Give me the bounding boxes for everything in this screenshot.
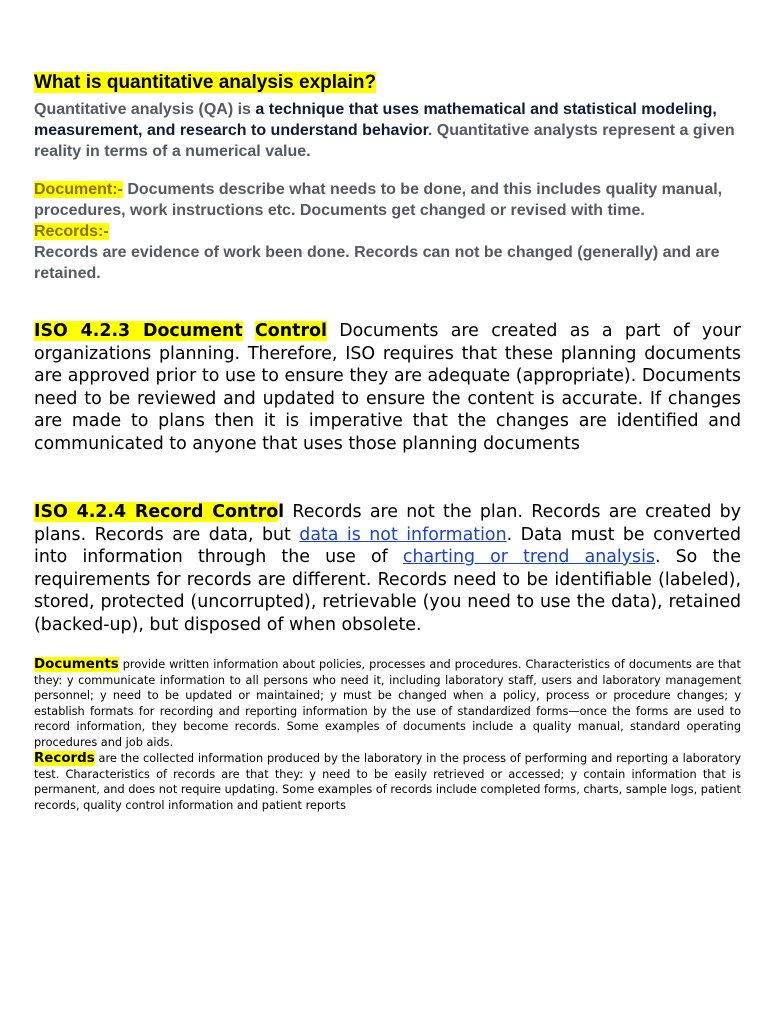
document-label: Document:- <box>34 181 123 198</box>
iso-document-control-text: Documents are created as a part of your organizations planning. Therefore, ISO requires that these planning documents are approved prior to use to ensure they are adequate (appropriate). Documents need to be reviewed and updated to ensure the content is accurate. If changes are made to plans then it is imperative that the changes are identified and communicated to anyone that uses those planning documents <box>34 321 742 454</box>
qa-intro <box>34 99 742 162</box>
iso-document-control-heading-1: ISO 4.2.3 Document <box>34 321 243 341</box>
iso-record-control-text-2: . Data must be converted into information through the use of <box>34 524 741 567</box>
qa-intro-bold: a technique that uses mathematical and statistical modeling, measurement, and research to understand behavior <box>34 101 717 139</box>
qa-intro-lead: Quantitative analysis (QA) is <box>34 101 256 118</box>
qa-title <box>34 71 742 95</box>
qa-intro-tail: . Quantitative analysts represent a given reality in terms of a numerical value. <box>34 122 735 160</box>
iso-record-control-text-1: Records are not the plan. Records are created by plans. Records are data, but <box>34 502 741 545</box>
iso-record-control-text-3: . So the requirements for records are different. Records need to be identifiable (labeled), stored, protected (uncorrupted), retrievable (you need to use the data), retained (backed-up), but disposed of when obsolete. <box>34 547 742 635</box>
records-label-line <box>34 221 742 242</box>
iso-document-control-heading-2: Control <box>255 321 327 341</box>
document-definition <box>34 179 742 221</box>
documents-detail-text: provide written information about policies, processes and procedures. Characteristics of documents are that they: у communicate information to all persons who need it, including laboratory staff, users and laboratory management personnel; у need to be updated or maintained; у must be changed when a policy, process or procedure changes; у establish formats for recording and reporting information by the use of standardized forms—once the forms are used to record information, they become records. Some examples of documents include a quality manual, standard operating procedures and job aids. <box>34 658 741 749</box>
iso-document-control-paragraph <box>34 320 741 455</box>
documents-detail-paragraph <box>34 657 741 751</box>
qa-section <box>34 71 742 162</box>
charting-or-trend-analysis-link[interactable]: charting or trend analysis <box>402 547 655 567</box>
iso-record-control-paragraph <box>34 501 741 636</box>
documents-detail-heading: Documents <box>34 657 119 672</box>
data-is-not-information-link[interactable]: data is not information <box>299 524 507 545</box>
iso-record-control-heading: ISO 4.2.4 Record Contro <box>34 502 279 522</box>
records-detail-text: are the collected information produced by the laboratory in the process of performing and reporting a laboratory test. Characteristics of records are that they: у need to be easily retrieved or accessed; у contain information that is permanent, and does not require updating. Some examples of records include completed forms, charts, sample logs, patient records, quality control information and patient reports <box>34 752 741 812</box>
records-detail-paragraph <box>34 751 741 813</box>
document-definition-text: Documents describe what needs to be done, and this includes quality manual, procedures, work instructions etc. Documents get changed or revised with time. <box>34 181 723 219</box>
records-definition: Records are evidence of work been done. Records can not be changed (generally) and are retained. <box>34 244 720 282</box>
records-detail-heading: Records <box>34 751 95 766</box>
qa-title-text: What is quantitative analysis explain? <box>34 72 377 93</box>
iso-record-control-heading-tail: l <box>278 502 285 522</box>
records-label: Records:- <box>34 223 109 240</box>
document-records-definitions <box>34 179 742 284</box>
